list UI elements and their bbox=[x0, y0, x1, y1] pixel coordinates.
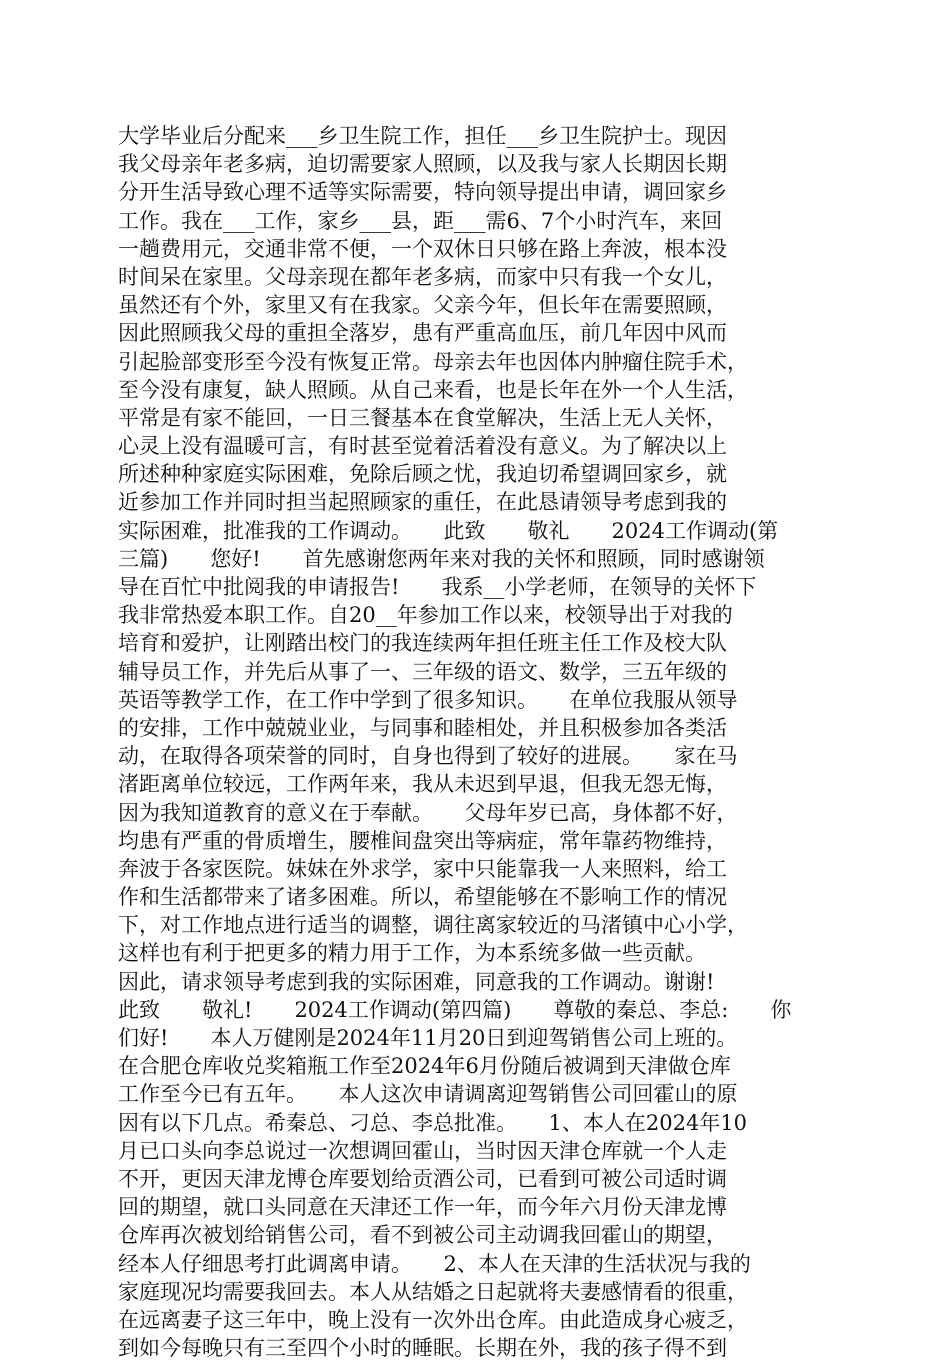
text-line-18: 我非常热爱本职工作。自20__年参加工作以来，校领导出于对我的 bbox=[118, 603, 733, 628]
text-line-39: 回的期望，就口头同意在天津还工作一年，而今年六月份天津龙博 bbox=[118, 1195, 727, 1220]
text-line-29: 下，对工作地点进行适当的调整，调往离家较近的马渚镇中心小学， bbox=[118, 913, 748, 938]
text-line-27: 奔波于各家医院。妹妹在外求学，家中只能靠我一人来照料，给工 bbox=[118, 856, 727, 881]
text-line-7: 虽然还有个外，家里又有在我家。父亲今年，但长年在需要照顾， bbox=[118, 293, 727, 318]
body-text bbox=[118, 122, 808, 1362]
text-line-17: 导在百忙中批阅我的申请报告! 我系__小学老师，在领导的关怀下 bbox=[118, 575, 757, 599]
text-line-28: 作和生活都带来了诸多困难。所以，希望能够在不影响工作的情况 bbox=[118, 885, 727, 910]
text-line-9: 引起脸部变形至今没有恢复正常。母亲去年也因体内肿瘤住院手术， bbox=[118, 349, 748, 374]
text-line-40: 仓库再次被划给销售公司，看不到被公司主动调我回霍山的期望， bbox=[118, 1223, 727, 1248]
text-line-30: 这样也有利于把更多的精力用于工作，为本系统多做一些贡献。 bbox=[118, 941, 706, 966]
text-line-26: 均患有严重的骨质增生，腰椎间盘突出等病症，常年靠药物维持， bbox=[118, 828, 727, 853]
text-line-13: 所述种种家庭实际困难，免除后顾之忧，我迫切希望调回家乡，就 bbox=[118, 462, 727, 487]
text-line-34: 在合肥仓库收兑奖箱瓶工作至2024年6月份随后被调到天津做仓库 bbox=[118, 1054, 731, 1079]
text-line-37: 月已口头向李总说过一次想调回霍山，当时因天津仓库就一个人走 bbox=[118, 1138, 727, 1163]
text-line-3: 分开生活导致心理不适等实际需要，特向领导提出申请，调回家乡 bbox=[118, 180, 727, 205]
text-line-33: 们好! 本人万健刚是2024年11月20日到迎驾销售公司上班的。 bbox=[118, 1026, 738, 1050]
text-line-36: 因有以下几点。希秦总、刁总、李总批准。 1、本人在2024年10 bbox=[118, 1110, 748, 1135]
text-line-15: 实际困难，批准我的工作调动。 此致 敬礼 2024工作调动(第 bbox=[118, 518, 779, 543]
text-line-44: 到如今每晚只有三至四个小时的睡眠。长期在外，我的孩子得不到 bbox=[118, 1336, 727, 1361]
text-line-42: 家庭现况均需要我回去。本人从结婚之日起就将夫妻感情看的很重， bbox=[118, 1279, 748, 1304]
text-line-8: 因此照顾我父母的重担全落岁，患有严重高血压，前几年因中风而 bbox=[118, 321, 727, 346]
text-line-12: 心灵上没有温暖可言，有时甚至觉着活着没有意义。为了解决以上 bbox=[118, 434, 727, 459]
text-line-35: 工作至今已有五年。 本人这次申请调离迎驾销售公司回霍山的原 bbox=[118, 1082, 738, 1107]
text-line-41: 经本人仔细思考打此调离申请。 2、本人在天津的生活状况与我的 bbox=[118, 1251, 751, 1276]
text-line-43: 在远离妻子这三年中，晚上没有一次外出仓库。由此造成身心疲乏， bbox=[118, 1307, 748, 1332]
text-line-25: 因为我知道教育的意义在于奉献。 父母年岁已高，身体都不好， bbox=[118, 800, 738, 825]
text-line-10: 至今没有康复，缺人照顾。从自己来看，也是长年在外一个人生活， bbox=[118, 377, 748, 402]
text-line-2: 我父母亲年老多病，迫切需要家人照顾，以及我与家人长期因长期 bbox=[118, 152, 727, 177]
text-line-20: 辅导员工作，并先后从事了一、三年级的语文、数学，三五年级的 bbox=[118, 659, 727, 684]
text-line-6: 时间呆在家里。父母亲现在都年老多病，而家中只有我一个女儿， bbox=[118, 264, 727, 289]
text-line-16: 三篇) 您好! 首先感谢您两年来对我的关怀和照顾，同时感谢领 bbox=[118, 546, 765, 571]
text-line-32: 此致 敬礼! 2024工作调动(第四篇) 尊敬的秦总、李总: 你 bbox=[118, 997, 792, 1022]
text-line-22: 的安排，工作中兢兢业业，与同事和睦相处，并且积极参加各类活 bbox=[118, 715, 727, 740]
text-line-5: 一趟费用元，交通非常不便，一个双休日只够在路上奔波，根本没 bbox=[118, 236, 727, 261]
text-line-31: 因此，请求领导考虑到我的实际困难，同意我的工作调动。谢谢! bbox=[118, 969, 715, 994]
text-line-1: 大学毕业后分配来___乡卫生院工作，担任___乡卫生院护士。现因 bbox=[118, 124, 727, 148]
text-line-21: 英语等教学工作，在工作中学到了很多知识。 在单位我服从领导 bbox=[118, 687, 738, 712]
text-line-4: 工作。我在___工作，家乡___县，距___需6、7个小时汽车，来回 bbox=[118, 208, 723, 233]
text-line-38: 不开，更因天津龙博仓库要划给贡酒公司，已看到可被公司适时调 bbox=[118, 1166, 727, 1191]
text-line-24: 渚距离单位较远，工作两年来，我从未迟到早退，但我无怨无悔， bbox=[118, 772, 727, 797]
text-line-11: 平常是有家不能回，一日三餐基本在食堂解决，生活上无人关怀， bbox=[118, 405, 727, 430]
text-line-23: 动，在取得各项荣誉的同时，自身也得到了较好的进展。 家在马 bbox=[118, 744, 738, 769]
text-line-19: 培育和爱护，让刚踏出校门的我连续两年担任班主任工作及校大队 bbox=[118, 631, 727, 656]
text-line-14: 近参加工作并同时担当起照顾家的重任，在此恳请领导考虑到我的 bbox=[118, 490, 727, 515]
